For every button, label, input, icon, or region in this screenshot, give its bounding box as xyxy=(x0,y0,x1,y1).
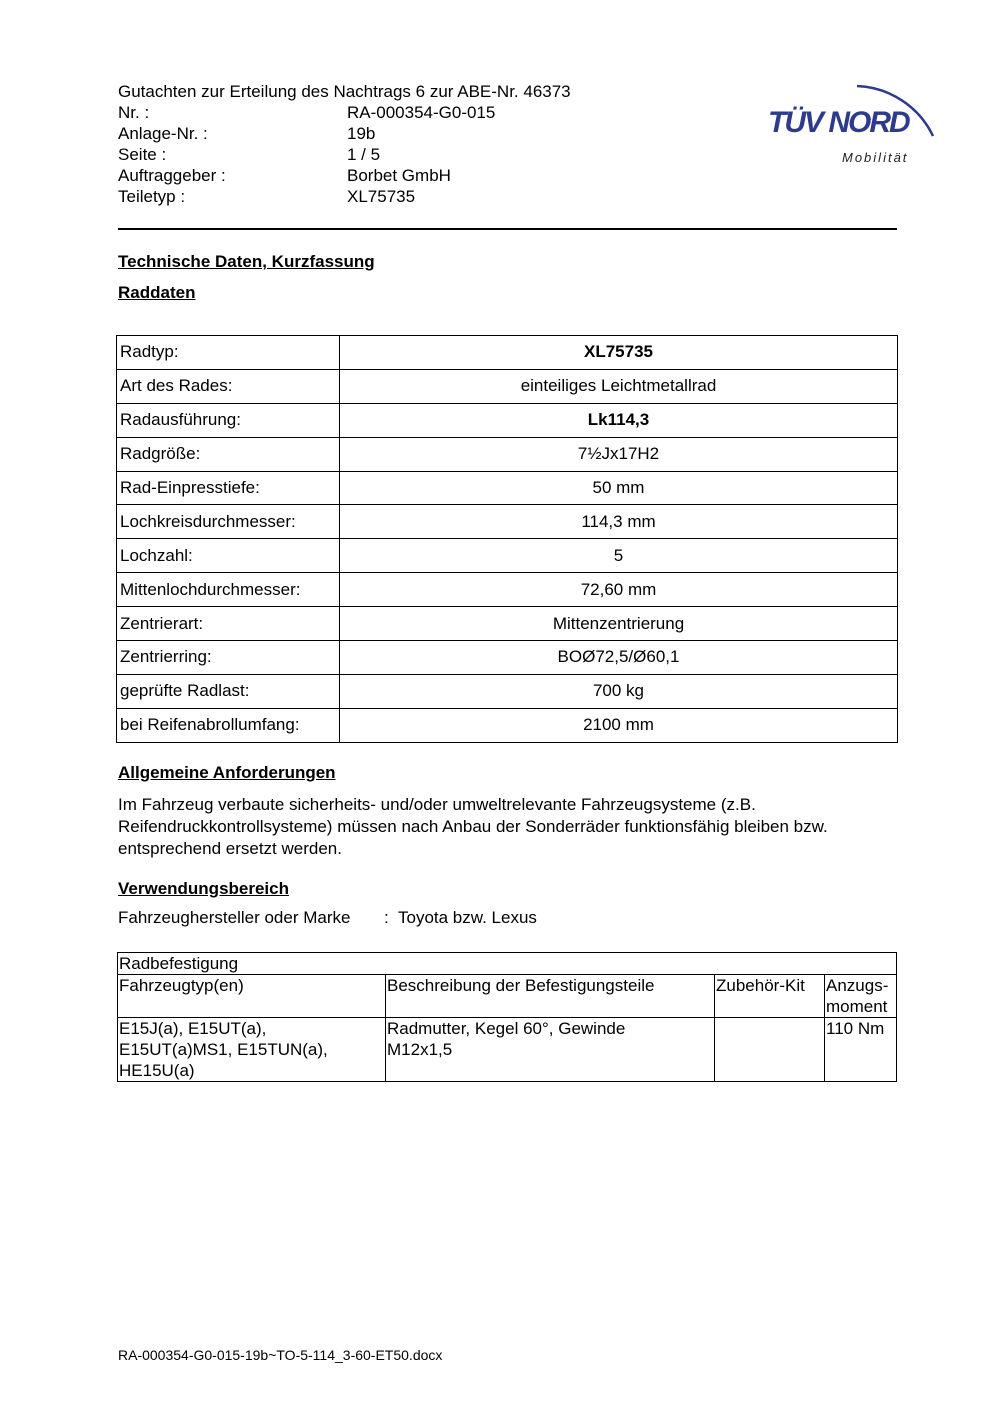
paragraph-line: Reifendruckkontrollsysteme) müssen nach Anbau der Sonderräder funktionsfähig bleiben bzw. xyxy=(118,817,828,836)
table-row xyxy=(117,674,898,708)
header-row-auftraggeber xyxy=(118,165,571,186)
table-row xyxy=(117,437,898,471)
document-title: Gutachten zur Erteilung des Nachtrags 6 zur ABE-Nr. 46373 xyxy=(118,82,571,101)
table-header-row xyxy=(118,975,897,1018)
verwendung-separator: : xyxy=(384,908,389,927)
row-value: Mittenzentrierung xyxy=(340,607,898,641)
row-value: XL75735 xyxy=(340,336,898,370)
cell-line: HE15U(a) xyxy=(119,1061,195,1080)
row-value: 114,3 mm xyxy=(340,505,898,539)
table-row xyxy=(117,505,898,539)
footer-filename: RA-000354-G0-015-19b~TO-5-114_3-60-ET50.docx xyxy=(118,1347,443,1363)
table-row xyxy=(117,607,898,641)
table-row xyxy=(117,641,898,675)
header-label: Auftraggeber : xyxy=(118,166,226,185)
table-title: Radbefestigung xyxy=(118,953,897,975)
row-label: Art des Rades: xyxy=(117,369,340,403)
document-header xyxy=(118,81,571,207)
section-heading-verwendung: Verwendungsbereich xyxy=(118,879,289,898)
table-row xyxy=(117,539,898,573)
section-heading-raddaten: Raddaten xyxy=(118,283,196,302)
allgemein-paragraph xyxy=(118,794,908,860)
tuev-nord-logo xyxy=(762,58,942,173)
table-row xyxy=(117,471,898,505)
row-value: Lk114,3 xyxy=(340,403,898,437)
row-value: 5 xyxy=(340,539,898,573)
row-label: bei Reifenabrollumfang: xyxy=(117,708,340,742)
header-divider xyxy=(118,228,897,230)
cell-line: E15J(a), E15UT(a), xyxy=(119,1019,267,1038)
table-row xyxy=(117,336,898,370)
vehicle-types-cell xyxy=(118,1018,386,1082)
column-header: Fahrzeugtyp(en) xyxy=(118,975,386,1018)
torque-cell: 110 Nm xyxy=(825,1018,897,1082)
row-label: Rad-Einpresstiefe: xyxy=(117,471,340,505)
cell-line: Radmutter, Kegel 60°, Gewinde xyxy=(387,1019,626,1038)
column-header-line: Anzugs- xyxy=(826,976,889,995)
header-row-nr xyxy=(118,102,571,123)
table-row xyxy=(117,403,898,437)
header-value: Borbet GmbH xyxy=(347,166,451,185)
table-row xyxy=(118,1018,897,1082)
header-value: 19b xyxy=(347,124,376,143)
row-label: Radtyp: xyxy=(117,336,340,370)
table-row xyxy=(117,369,898,403)
row-value: 72,60 mm xyxy=(340,573,898,607)
paragraph-line: Im Fahrzeug verbaute sicherheits- und/oder umweltrelevante Fahrzeugsysteme (z.B. xyxy=(118,795,756,814)
row-value: 50 mm xyxy=(340,471,898,505)
row-value: 700 kg xyxy=(340,674,898,708)
paragraph-line: entsprechend ersetzt werden. xyxy=(118,839,342,858)
befestigung-table xyxy=(117,952,897,1082)
column-header-line: moment xyxy=(826,997,888,1016)
logo-wordmark: TÜV NORD xyxy=(768,106,909,139)
header-row-anlage xyxy=(118,123,571,144)
section-heading-allgemein: Allgemeine Anforderungen xyxy=(118,763,336,782)
column-header: Beschreibung der Befestigungsteile xyxy=(386,975,715,1018)
kit-cell xyxy=(715,1018,825,1082)
header-row-teiletyp xyxy=(118,186,571,207)
row-value: BOØ72,5/Ø60,1 xyxy=(340,641,898,675)
row-value: 7½Jx17H2 xyxy=(340,437,898,471)
row-label: Zentrierring: xyxy=(117,641,340,675)
row-label: Radausführung: xyxy=(117,403,340,437)
row-label: geprüfte Radlast: xyxy=(117,674,340,708)
header-value: RA-000354-G0-015 xyxy=(347,103,496,122)
description-cell xyxy=(386,1018,715,1082)
header-row-seite xyxy=(118,144,571,165)
row-value: einteiliges Leichtmetallrad xyxy=(340,369,898,403)
logo-subtitle: Mobilität xyxy=(842,150,909,165)
header-value: 1 / 5 xyxy=(347,145,381,164)
cell-line: M12x1,5 xyxy=(387,1040,453,1059)
row-label: Mittenlochdurchmesser: xyxy=(117,573,340,607)
table-title-row xyxy=(118,953,897,975)
header-label: Anlage-Nr. : xyxy=(118,124,208,143)
row-value: 2100 mm xyxy=(340,708,898,742)
raddaten-table xyxy=(116,335,898,743)
verwendung-value: Toyota bzw. Lexus xyxy=(398,908,537,927)
column-header xyxy=(825,975,897,1018)
header-label: Seite : xyxy=(118,145,167,164)
row-label: Radgröße: xyxy=(117,437,340,471)
row-label: Zentrierart: xyxy=(117,607,340,641)
verwendung-key: Fahrzeughersteller oder Marke xyxy=(118,908,351,927)
cell-line: E15UT(a)MS1, E15TUN(a), xyxy=(119,1040,328,1059)
table-row xyxy=(117,573,898,607)
header-value: XL75735 xyxy=(347,187,416,206)
section-heading-tech: Technische Daten, Kurzfassung xyxy=(118,252,375,271)
header-label: Teiletyp : xyxy=(118,187,186,206)
header-label: Nr. : xyxy=(118,103,150,122)
verwendung-row xyxy=(118,908,537,928)
column-header: Zubehör-Kit xyxy=(715,975,825,1018)
row-label: Lochzahl: xyxy=(117,539,340,573)
row-label: Lochkreisdurchmesser: xyxy=(117,505,340,539)
table-row xyxy=(117,708,898,742)
